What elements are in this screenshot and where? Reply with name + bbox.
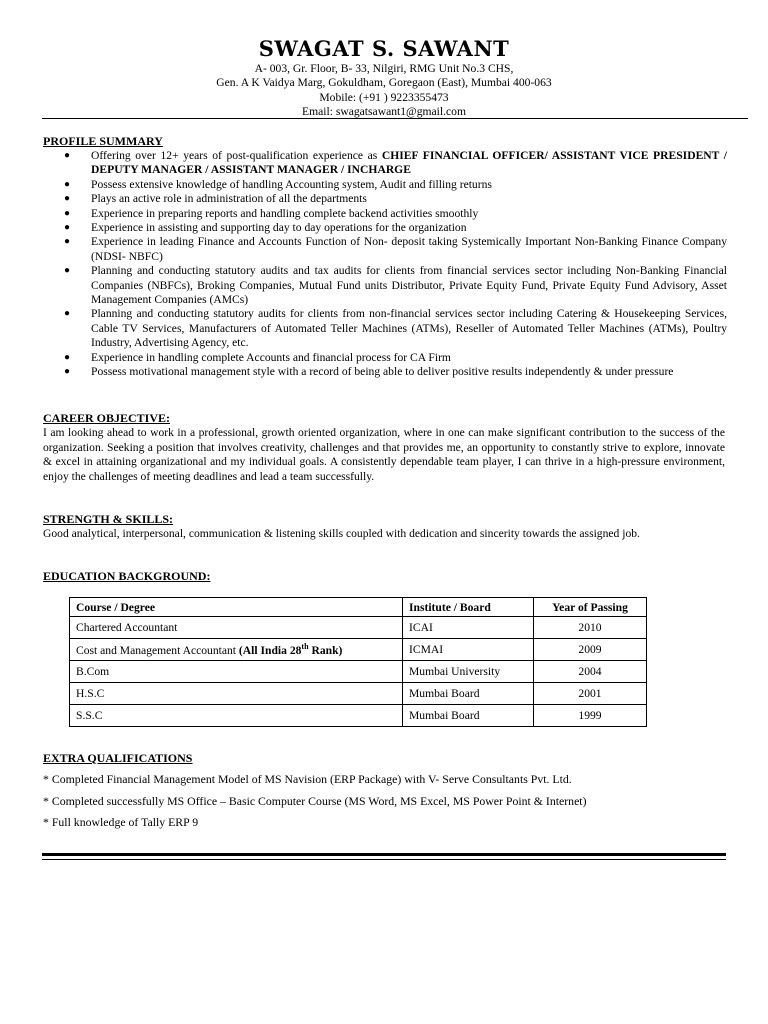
year-cell: 2004 [534, 661, 647, 683]
table-row [70, 617, 647, 639]
profile-summary-heading: PROFILE SUMMARY [43, 134, 163, 148]
column-header: Institute / Board [403, 598, 534, 617]
list-item [43, 221, 727, 235]
list-item-text: Offering over 12+ years of post-qualification experience as [91, 149, 382, 162]
career-objective-heading [43, 411, 170, 426]
list-item-text: Experience in assisting and supporting day to day operations for the organization [91, 221, 467, 235]
institute-cell: Mumbai Board [403, 683, 534, 705]
rank-end: Rank) [308, 643, 343, 657]
course-cell [70, 639, 403, 661]
year-cell: 2001 [534, 683, 647, 705]
year-cell: 2009 [534, 639, 647, 661]
course-cell: Chartered Accountant [70, 617, 403, 639]
strengths-text: Good analytical, interpersonal, communication & listening skills coupled with dedication and sincerity towards the assigned job. [43, 527, 640, 540]
bullet-icon: ● [64, 308, 71, 320]
bullet-icon: ● [64, 351, 71, 363]
column-header: Course / Degree [70, 598, 403, 617]
bullet-icon: ● [64, 222, 71, 234]
list-item-text: Planning and conducting statutory audits and tax audits for clients from financial services sector including Non-Banking Financial Companies (NBFCs), Broking Companies, Mutual Fund units Distributor, Private Equity Fund, Private Equity Fund Advisory, Asset Management Companies (AMCs) [91, 264, 727, 307]
column-header: Year of Passing [534, 598, 647, 617]
rank-prefix: (All India 28 [238, 643, 302, 657]
career-objective-heading-text: CAREER OBJECTIVE [43, 411, 167, 425]
bullet-icon: ● [64, 366, 71, 378]
table-row [70, 639, 647, 661]
strengths-heading [43, 512, 173, 527]
candidate-name: SWAGAT S. SAWANT [258, 36, 510, 61]
list-item [43, 149, 727, 178]
career-objective-text: I am looking ahead to work in a professional, growth oriented organization, where in one can make significant contribution to the success of the organization. Seeking a position that involves creativity, challenges and that provides me, an opportunity to constantly strive to explore, innovate & excel in attaining organizational and my individual goals. A consistently dependable team player, I can thrive in a high-pressure environment, enjoy the challenges of meeting deadlines and lead a team successfully. [43, 426, 725, 483]
table-row [70, 661, 647, 683]
year-cell: 1999 [534, 705, 647, 727]
list-item [43, 207, 727, 221]
institute-cell: Mumbai Board [403, 705, 534, 727]
bullet-icon: ● [64, 236, 71, 248]
list-item [43, 351, 727, 365]
strengths-heading-text: STRENGTH & SKILLS [43, 512, 170, 526]
list-item [43, 178, 727, 192]
year-cell: 2010 [534, 617, 647, 639]
address-line-2: Gen. A K Vaidya Marg, Gokuldham, Goregaon (East), Mumbai 400-063 [216, 76, 552, 90]
extra-qualification-item: * Completed Financial Management Model of MS Navision (ERP Package) with V- Serve Consultants Pvt. Ltd. [43, 772, 572, 786]
list-item [43, 192, 727, 206]
list-item [43, 307, 727, 350]
course-cell: H.S.C [70, 683, 403, 705]
footer-divider-thick [42, 853, 726, 856]
address-line-1: A- 003, Gr. Floor, B- 33, Nilgiri, RMG Unit No.3 CHS, [254, 62, 514, 75]
extra-qualification-item: * Completed successfully MS Office – Basic Computer Course (MS Word, MS Excel, MS Power Point & Internet) [43, 794, 587, 808]
email-address: Email: swagatsawant1@gmail.com [302, 104, 466, 118]
table-row [70, 683, 647, 705]
job-titles: CHIEF FINANCIAL OFFICER/ ASSISTANT VICE PRESIDENT / DEPUTY MANAGER / ASSISTANT MANAGER / INCHARGE [91, 149, 727, 177]
heading-colon: : [166, 411, 171, 425]
list-item-text: Possess extensive knowledge of handling Accounting system, Audit and filling returns [91, 177, 492, 191]
course-cell: B.Com [70, 661, 403, 683]
rank-suffix: th [301, 642, 309, 652]
list-item [43, 365, 727, 379]
education-heading: EDUCATION BACKGROUND: [43, 569, 211, 583]
bullet-icon: ● [64, 150, 71, 161]
bullet-icon: ● [64, 193, 71, 205]
bullet-icon: ● [64, 178, 71, 190]
list-item-text: Experience in preparing reports and handling complete backend activities smoothly [91, 206, 479, 220]
footer-divider-thin [42, 859, 726, 860]
list-item-text: Experience in handling complete Accounts and financial process for CA Firm [91, 350, 451, 364]
list-item [43, 235, 727, 264]
extra-qualification-item: * Full knowledge of Tally ERP 9 [43, 815, 199, 829]
extra-qualifications-heading: EXTRA QUALIFICATIONS [43, 751, 193, 765]
list-item-text: Planning and conducting statutory audits for clients from non-financial services sector including Catering & Housekeeping Services, Cable TV Services, Manufacturers of Automated Teller Machines (ATMs), Reseller of Automated Teller Machines (ATMs), Poultry Industry, Advertising Agency, etc. [91, 307, 727, 350]
institute-cell: ICAI [403, 617, 534, 639]
table-header-row [70, 598, 647, 617]
institute-cell: ICMAI [403, 639, 534, 661]
bullet-icon: ● [64, 207, 71, 219]
table-row [70, 705, 647, 727]
institute-cell: Mumbai University [403, 661, 534, 683]
education-table [69, 597, 647, 727]
course-name: Cost and Management Accountant [76, 643, 239, 657]
bullet-icon: ● [64, 265, 71, 277]
mobile-number: Mobile: (+91 ) 9223355473 [319, 90, 449, 104]
list-item-text: Experience in leading Finance and Accounts Function of Non- deposit taking Systemically Important Non-Banking Finance Company (NDSI- NBFC) [91, 235, 727, 263]
list-item [43, 264, 727, 307]
contact-block [0, 62, 768, 119]
profile-summary-list [43, 149, 727, 380]
header-divider [42, 118, 748, 119]
rank-text [239, 644, 342, 657]
list-item-text: Possess motivational management style with a record of being able to deliver positive results independently & under pressure [91, 365, 674, 379]
list-item-text: Plays an active role in administration of all the departments [91, 192, 367, 206]
course-cell: S.S.C [70, 705, 403, 727]
heading-colon: : [169, 512, 174, 526]
